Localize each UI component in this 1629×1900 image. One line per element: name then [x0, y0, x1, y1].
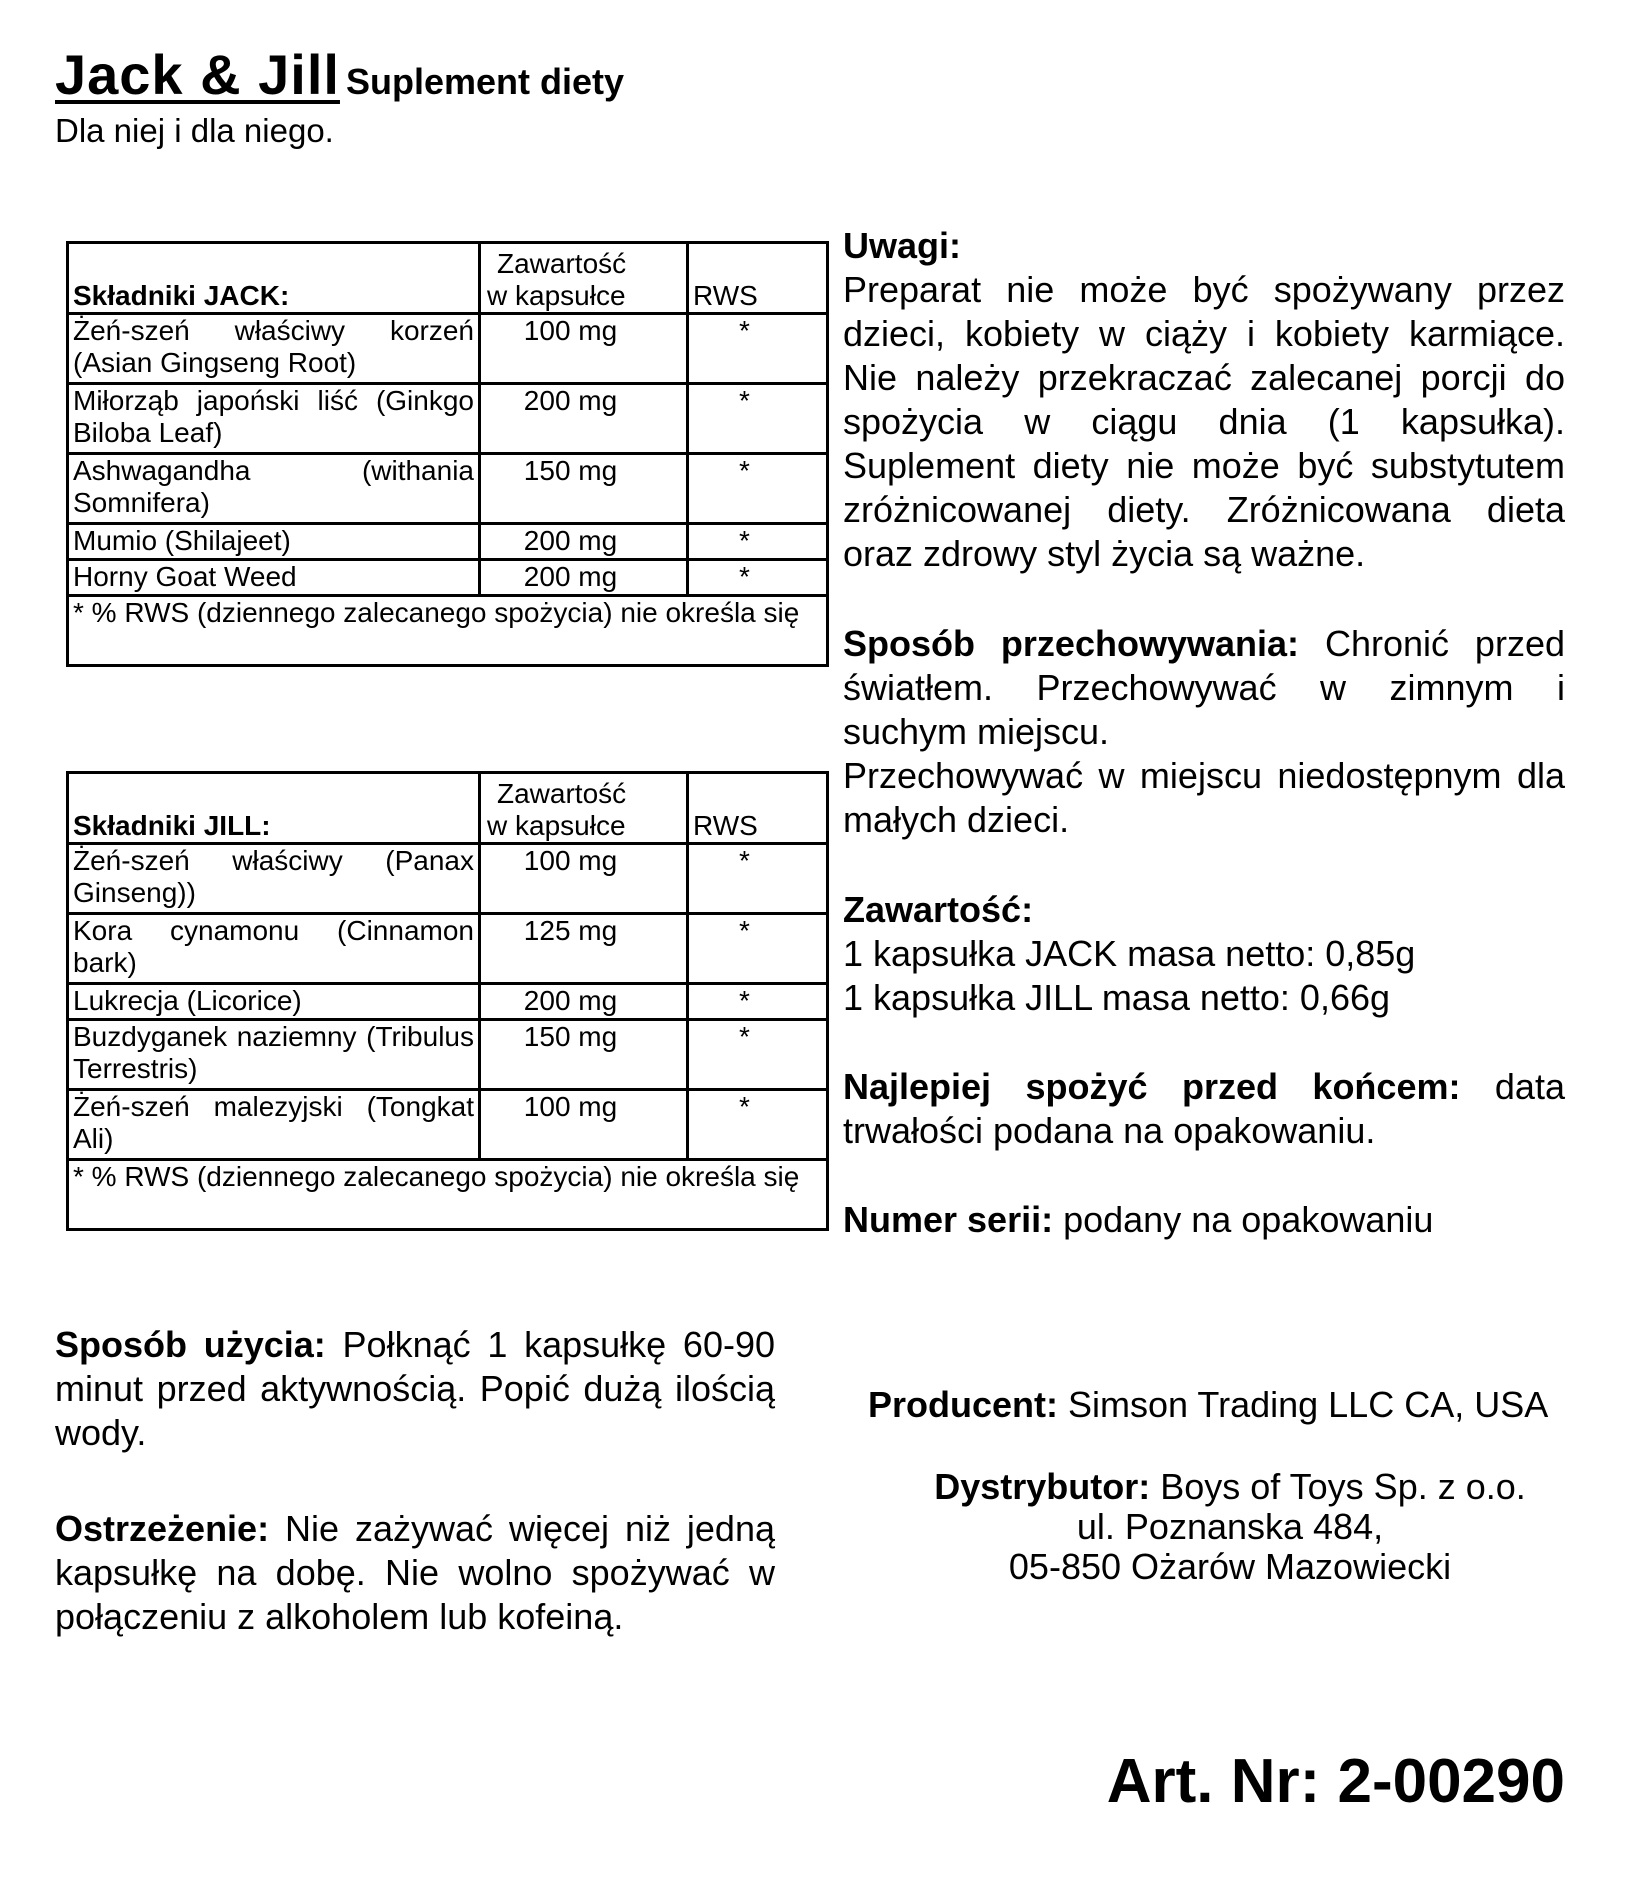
distributor-label: Dystrybutor:: [934, 1466, 1151, 1507]
ingredient-rws: *: [688, 384, 828, 454]
warning-text: Nie zażywać więcej niż jedną kapsułkę na dobę. Nie wolno spożywać w połączeniu z alkoholem lub kofeiną.: [55, 1508, 775, 1637]
ingredient-rws: *: [688, 984, 828, 1020]
ingredient-amount: 150 mg: [480, 1020, 688, 1090]
table-row: [68, 454, 828, 524]
jill-table-title: Składniki JILL:: [68, 773, 480, 844]
contents-label: Zawartość:: [843, 889, 1034, 930]
rws-header: RWS: [688, 243, 828, 314]
contents-line-2: 1 kapsułka JILL masa netto: 0,66g: [843, 977, 1391, 1018]
ingredient-name: Kora cynamonu (Cinnamon bark): [68, 914, 480, 984]
tagline: Dla niej i dla niego.: [55, 112, 334, 149]
contents-section: [843, 888, 1565, 1020]
table-row: [68, 844, 828, 914]
producer-section: [868, 1383, 1548, 1427]
distributor-street: ul. Poznanska 484,: [1076, 1506, 1384, 1547]
ingredient-name: Mumio (Shilajeet): [68, 524, 480, 560]
ingredient-amount: 125 mg: [480, 914, 688, 984]
rws-header: RWS: [688, 773, 828, 844]
table-row: [68, 384, 828, 454]
ingredient-name: Żeń-szeń właściwy (Panax Ginseng)): [68, 844, 480, 914]
ingredient-amount: 100 mg: [480, 314, 688, 384]
notes-section: [843, 224, 1565, 576]
warning-section: [55, 1507, 775, 1639]
batch-text: podany na opakowaniu: [1063, 1199, 1434, 1240]
batch-label: Numer serii:: [843, 1199, 1054, 1240]
distributor-name: Boys of Toys Sp. z o.o.: [1160, 1466, 1526, 1507]
best-before-label: Najlepiej spożyć przed końcem:: [843, 1066, 1461, 1107]
ingredient-rws: *: [688, 314, 828, 384]
ingredient-name: Ashwagandha (withania Somnifera): [68, 454, 480, 524]
storage-section: [843, 622, 1565, 842]
ingredient-rws: *: [688, 524, 828, 560]
best-before-section: [843, 1065, 1565, 1153]
rws-footnote: * % RWS (dziennego zalecanego spożycia) nie określa się: [68, 1160, 828, 1230]
table-footnote-row: [68, 1160, 828, 1230]
ingredient-amount: 200 mg: [480, 984, 688, 1020]
distributor-city: 05-850 Ożarów Mazowiecki: [1008, 1546, 1452, 1587]
jack-ingredients-table: [66, 241, 829, 667]
table-row: [68, 524, 828, 560]
uwagi-text: Preparat nie może być spożywany przez dzieci, kobiety w ciąży i kobiety karmiące. Nie należy przekraczać zalecanej porcji do spożycia w ciągu dnia (1 kapsułka). Suplement diety nie może być substytutem zróżnicowanej diety. Zróżnicowana dieta oraz zdrowy styl życia są ważne.: [843, 269, 1565, 574]
table-row: [68, 1090, 828, 1160]
usage-section: [55, 1323, 775, 1455]
ingredient-amount: 200 mg: [480, 560, 688, 596]
table-header-row: [68, 773, 828, 844]
producer-label: Producent:: [868, 1384, 1059, 1425]
jack-table-title: Składniki JACK:: [68, 243, 480, 314]
rws-footnote: * % RWS (dziennego zalecanego spożycia) nie określa się: [68, 596, 828, 666]
ingredient-name: Żeń-szeń malezyjski (Tongkat Ali): [68, 1090, 480, 1160]
best-before-text: data trwałości podana na opakowaniu.: [843, 1066, 1565, 1151]
ingredient-rws: *: [688, 914, 828, 984]
usage-label: Sposób użycia:: [55, 1324, 326, 1365]
amount-header: Zawartość w kapsułce: [480, 773, 688, 844]
product-subtitle: Suplement diety: [345, 61, 625, 102]
ingredient-amount: 100 mg: [480, 844, 688, 914]
batch-section: [843, 1198, 1565, 1242]
ingredient-name: Miłorząb japoński liść (Ginkgo Biloba Leaf): [68, 384, 480, 454]
table-row: [68, 560, 828, 596]
ingredient-rws: *: [688, 1090, 828, 1160]
distributor-section: [880, 1467, 1580, 1587]
table-header-row: [68, 243, 828, 314]
ingredient-name: Buzdyganek naziemny (Tribulus Terrestris): [68, 1020, 480, 1090]
producer-text: Simson Trading LLC CA, USA: [1068, 1384, 1549, 1425]
ingredient-amount: 100 mg: [480, 1090, 688, 1160]
ingredient-rws: *: [688, 454, 828, 524]
article-number: Art. Nr: 2-00290: [1106, 1747, 1565, 1816]
product-title: Jack & Jill: [55, 43, 340, 106]
table-row: [68, 984, 828, 1020]
product-header: [55, 42, 624, 107]
storage-label: Sposób przechowywania:: [843, 623, 1300, 664]
ingredient-name: Lukrecja (Licorice): [68, 984, 480, 1020]
storage-text-2: Przechowywać w miejscu niedostępnym dla małych dzieci.: [843, 755, 1565, 840]
ingredient-amount: 200 mg: [480, 384, 688, 454]
jill-ingredients-table: [66, 771, 829, 1231]
ingredient-amount: 200 mg: [480, 524, 688, 560]
ingredient-rws: *: [688, 560, 828, 596]
ingredient-name: Żeń-szeń właściwy korzeń (Asian Gingseng Root): [68, 314, 480, 384]
amount-header: Zawartość w kapsułce: [480, 243, 688, 314]
ingredient-name: Horny Goat Weed: [68, 560, 480, 596]
ingredient-amount: 150 mg: [480, 454, 688, 524]
table-footnote-row: [68, 596, 828, 666]
uwagi-label: Uwagi:: [843, 225, 962, 266]
ingredient-rws: *: [688, 1020, 828, 1090]
usage-text: Połknąć 1 kapsułkę 60-90 minut przed aktywnością. Popić dużą ilością wody.: [55, 1324, 775, 1453]
ingredient-rws: *: [688, 844, 828, 914]
warning-label: Ostrzeżenie:: [55, 1508, 270, 1549]
table-row: [68, 914, 828, 984]
table-row: [68, 314, 828, 384]
table-row: [68, 1020, 828, 1090]
contents-line-1: 1 kapsułka JACK masa netto: 0,85g: [843, 933, 1416, 974]
storage-text: Chronić przed światłem. Przechowywać w zimnym i suchym miejscu.: [843, 623, 1565, 752]
